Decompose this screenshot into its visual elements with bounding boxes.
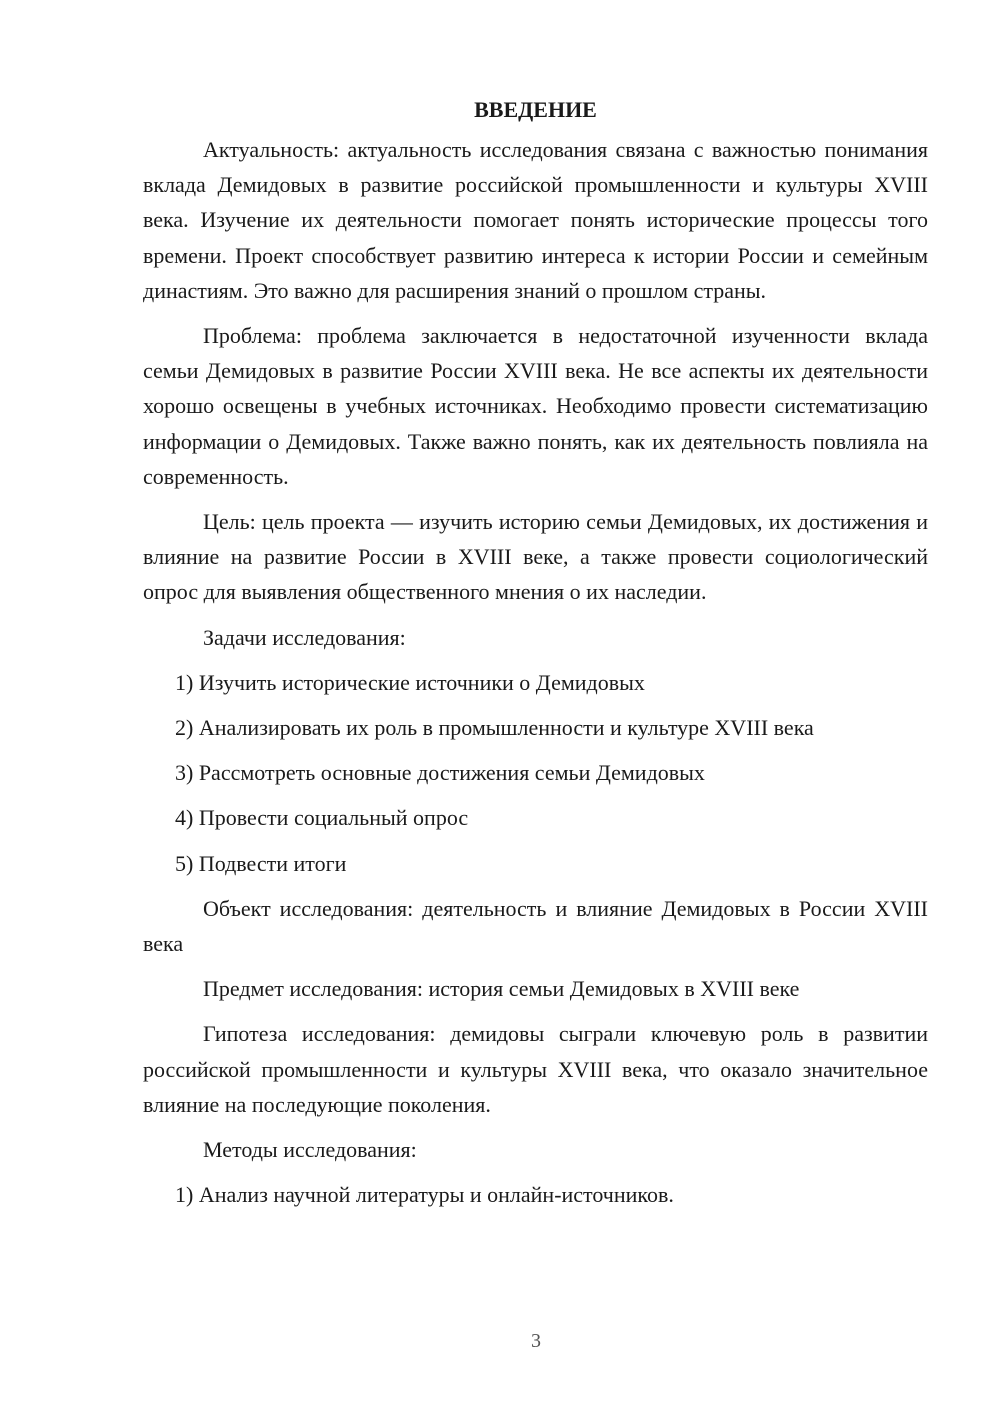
list-item: 3) Рассмотреть основные достижения семьи Демидовых: [175, 760, 705, 786]
object-paragraph: Объект исследования: деятельность и влияние Демидовых в России XVIII века: [143, 895, 928, 957]
page-number: 3: [531, 1330, 541, 1352]
methods-list: [143, 1177, 928, 1212]
relevance-paragraph: Актуальность: актуальность исследования связана с важностью понимания вклада Демидовых в развитие российской промышленности и культуры XVIII века. Изучение их деятельности помогает понять исторические процессы того времени. Проект способствует развитию интереса к истории России и семейным династиям. Это важно для расширения знаний о прошлом страны.: [143, 137, 928, 303]
hypothesis-paragraph: Гипотеза исследования: демидовы сыграли ключевую роль в развитии российской промышленности и культуры XVIII века, что оказало значительное влияние на последующие поколения.: [143, 1021, 928, 1117]
document-page: [143, 92, 928, 1222]
subject-paragraph: Предмет исследования: история семьи Демидовых в XVIII веке: [203, 976, 800, 1002]
problem-paragraph: Проблема: проблема заключается в недостаточной изученности вклада семьи Демидовых в развитие России XVIII века. Не все аспекты их деятельности хорошо освещены в учебных источниках. Необходимо провести систематизацию информации о Демидовых. Также важно понять, как их деятельность повлияла на современность.: [143, 323, 928, 489]
list-item: 1) Анализ научной литературы и онлайн-источников.: [175, 1182, 674, 1208]
list-item: 2) Анализировать их роль в промышленности и культуре XVIII века: [175, 715, 814, 741]
methods-heading: Методы исследования:: [203, 1137, 417, 1163]
tasks-heading: Задачи исследования:: [203, 624, 406, 650]
tasks-list: [143, 665, 928, 881]
list-item: 4) Провести социальный опрос: [175, 805, 469, 831]
section-title: ВВЕДЕНИЕ: [474, 97, 597, 122]
goal-paragraph: Цель: цель проекта — изучить историю семьи Демидовых, их достижения и влияние на развитие России в XVIII веке, а также провести социологический опрос для выявления общественного мнения о их наследии.: [143, 509, 928, 605]
list-item: 5) Подвести итоги: [175, 850, 347, 876]
list-item: 1) Изучить исторические источники о Демидовых: [175, 669, 645, 695]
